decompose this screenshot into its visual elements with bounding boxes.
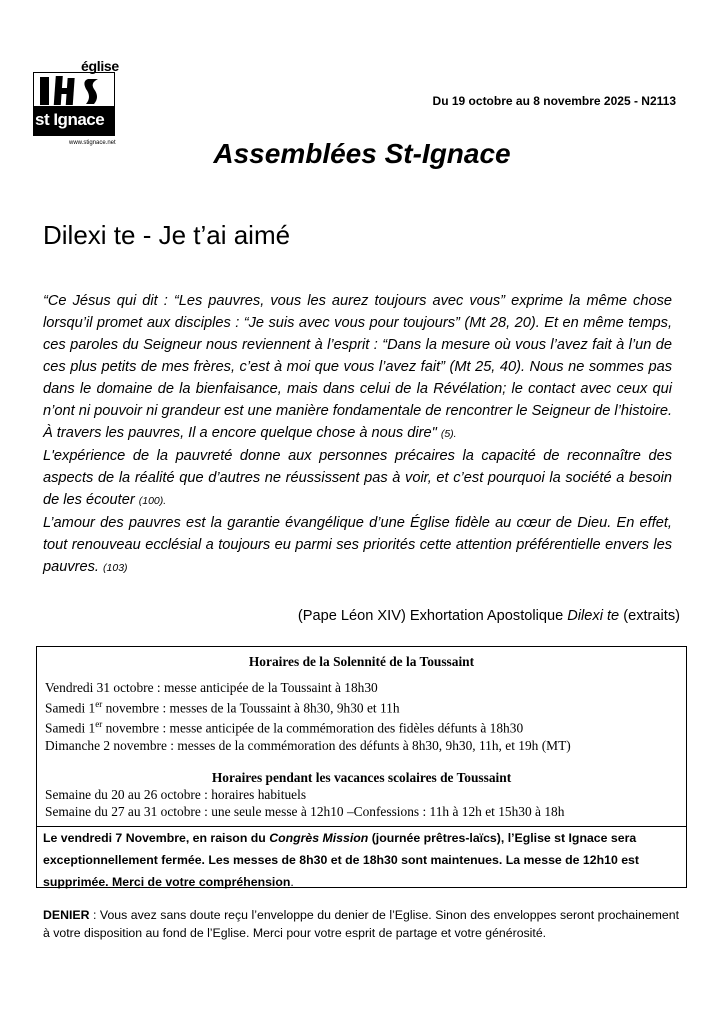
attribution-prefix: (Pape Léon XIV) Exhortation Apostolique	[297, 608, 564, 624]
quote-block	[43, 290, 672, 579]
vacances-line: Semaine du 27 au 31 octobre : une seule messe à 12h10 –Confessions : 11h à 12h et 15h30 à 18h	[45, 803, 565, 819]
toussaint-line-text: novembre : messe anticipée de la commémoration des fidèles défunts à 18h30	[102, 720, 524, 736]
quote-paragraph-3	[43, 512, 672, 579]
toussaint-line-text: Samedi 1	[45, 700, 96, 716]
notice-part-1: Le vendredi 7 Novembre, en raison du	[43, 831, 266, 845]
toussaint-line-text: Samedi 1	[45, 720, 96, 736]
quote-ref-2: (100).	[138, 495, 167, 507]
denier-label: DENIER	[43, 908, 90, 922]
logo-url: www.stignace.net	[69, 140, 116, 146]
vacances-heading: Horaires pendant les vacances scolaires de Toussaint	[211, 769, 512, 785]
toussaint-line-text: novembre : messes de la Toussaint à 8h30, 9h30 et 11h	[102, 700, 400, 716]
quote-text-1: “Ce Jésus qui dit : “Les pauvres, vous les aurez toujours avec vous” exprime la même chose lorsqu’il promet aux disciples : “Je suis avec vous pour toujours” (Mt 28, 20). Et en même temps, ces paroles du Seigneur nous reviennent à l’esprit : “Dans la mesure où vous l’avez fait à l’un de ces plus petits de mes frères, c’est à moi que vous l’avez fait” (Mt 25, 40). Nous ne sommes pas dans le domaine de la bienfaisance, mais dans celui de la Révélation; le contact avec ceux qui n’ont ni pouvoir ni grandeur est une manière fondamentale de rencontrer le Seigneur de l’histoire. À travers les pauvres, Il a encore quelque chose à nous dire"	[43, 293, 672, 441]
toussaint-line	[37, 679, 686, 696]
toussaint-line	[37, 737, 686, 754]
quote-ref-3: (103)	[103, 562, 128, 574]
denier-text: : Vous avez sans doute reçu l’enveloppe du denier de l’Eglise. Sinon des enveloppes seront prochainement à votre disposition au fond de l’Eglise. Merci pour votre esprit de partage et votre générosité.	[43, 908, 679, 940]
ihs-monogram-icon	[34, 73, 114, 107]
notice-congres: Congrès Mission	[269, 831, 369, 845]
article-title: Dilexi te - Je t’ai aimé	[43, 220, 291, 250]
toussaint-line-text: Dimanche 2 novembre : messes de la commémoration des défunts à 8h30, 9h30, 11h, et 19h (MT)	[45, 737, 571, 753]
schedule-box	[36, 646, 687, 827]
ordinal-sup: er	[95, 699, 103, 709]
denier-paragraph	[43, 906, 679, 942]
issue-dates: Du 19 octobre au 8 novembre 2025 - N2113	[432, 94, 676, 108]
notice-part-2: (journée prêtres-laïcs), l’Eglise st Ignace sera exceptionnellement fermée. Les messes de 8h30 et de 18h30 sont maintenues. La messe de 12h10 est supprimée. Merci de votre compréhension	[43, 831, 639, 889]
closure-notice	[36, 826, 687, 888]
logo-eglise-text: église	[81, 58, 119, 74]
attribution-doc-title: Dilexi te	[567, 608, 620, 624]
toussaint-line-text: Vendredi 31 octobre : messe anticipée de la Toussaint à 18h30	[45, 680, 378, 695]
quote-attribution	[298, 608, 680, 624]
quote-paragraph-1	[43, 290, 672, 445]
notice-end: .	[290, 875, 294, 889]
page-title: Assemblées St-Ignace	[213, 138, 511, 169]
ordinal-sup: er	[95, 719, 103, 730]
closure-notice-text	[43, 827, 680, 893]
vacances-line: Semaine du 20 au 26 octobre : horaires habituels	[45, 786, 307, 802]
church-logo	[33, 58, 121, 150]
attribution-suffix: (extraits)	[623, 608, 680, 624]
quote-ref-1: (5).	[440, 428, 457, 440]
toussaint-line	[37, 716, 686, 736]
quote-text-3: L’amour des pauvres est la garantie évangélique d’une Église fidèle au cœur de Dieu. En effet, tout renouveau ecclésial a toujours eu parmi ses priorités cette attention préférentielle envers les pauvres.	[43, 515, 672, 575]
toussaint-heading: Horaires de la Solennité de la Toussaint	[248, 654, 475, 669]
quote-paragraph-2	[43, 445, 672, 512]
logo-name: st Ignace	[35, 110, 105, 129]
toussaint-line	[37, 696, 686, 716]
quote-text-2: L'expérience de la pauvreté donne aux personnes précaires la capacité de reconnaître des aspects de la réalité que d’autres ne réussissent pas à voir, et c’est pourquoi la société a besoin de les écouter	[43, 448, 672, 508]
